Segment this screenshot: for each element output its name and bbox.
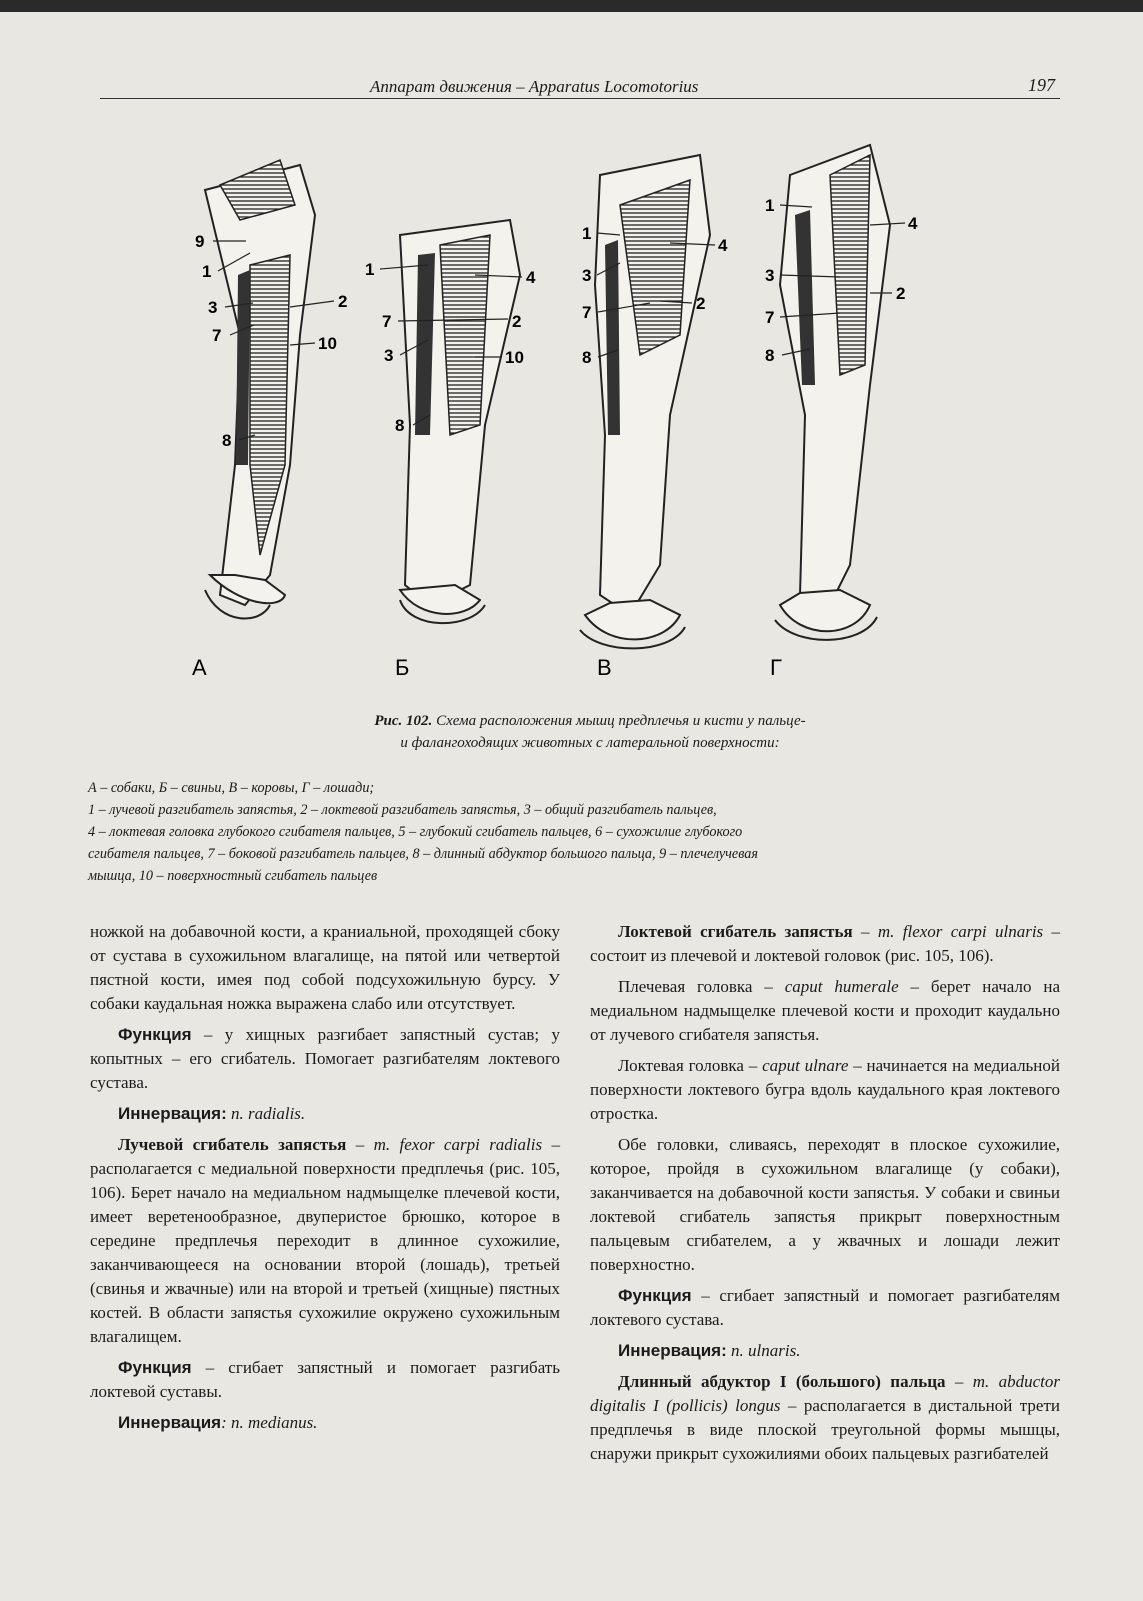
panel-label-b: Б	[395, 655, 410, 680]
label-a-10: 10	[318, 334, 337, 353]
panel-label-c: В	[597, 655, 612, 680]
label-b-7: 7	[382, 312, 392, 331]
muscle-description: – располагается с медиальной поверхности предплечья (рис. 105, 106). Берет начало на медиальном надмыщелке плечевой кости, имеет веретенообразное, двуперистое брюшко, которое в середине предплечья переходит в длинное сухожилие, заканчивающееся на основании второй (лошадь), третьей (свинья и жвачные) или на второй и третьей (хищные) пястных костей. В области запястья сухожилие окружено сухожильным влагалищем.	[90, 1135, 561, 1346]
paragraph: Обе головки, сливаясь, переходят в плоское сухожилие, которое, пройдя в сухожильном влагалище (у собаки), заканчивается на добавочной кости запястья. У собаки и свиньи локтевой сгибатель запястья прикрыт поверхностным пальцевым сгибателем, а у жвачных и лошади лежит поверхностно.	[590, 1135, 1060, 1274]
muscle-description: – состоит из плечевой и локтевой головок (рис. 105, 106).	[590, 922, 1060, 965]
latin-term: caput humerale	[784, 977, 899, 996]
label-c-1: 1	[582, 224, 592, 243]
legend-line: 1 – лучевой разгибатель запястья, 2 – локтевой разгибатель запястья, 3 – общий разгибатель пальцев,	[88, 802, 717, 818]
label-a-1: 1	[202, 262, 212, 281]
label-d-4: 4	[908, 214, 918, 233]
label-c-7: 7	[582, 303, 592, 322]
label-b-8: 8	[395, 416, 405, 435]
function-text: – сгибает запястный и помогает разгибать локтевой суставы.	[90, 1358, 560, 1401]
muscle-description: – располагается в дистальной трети предплечья в виде плоской треугольной формы мышцы, снаружи прикрыт сухожилиями обоих пальцевых разгибателей	[590, 1396, 1060, 1463]
dash: –	[945, 1372, 973, 1391]
innervation-text: : n. medianus.	[221, 1413, 318, 1432]
label-b-1: 1	[365, 260, 375, 279]
innervation-label: Иннервация:	[118, 1104, 227, 1123]
text-run: – берет начало на медиальном надмыщелке плечевой кости и проходит каудально от лучевого сгибателя запястья.	[590, 977, 1061, 1044]
label-a-2: 2	[338, 292, 348, 311]
scan-edge	[0, 0, 1143, 12]
label-a-8: 8	[222, 431, 232, 450]
label-c-4: 4	[718, 236, 728, 255]
function-text: – сгибает запястный и помогает разгибателям локтевого сустава.	[590, 1286, 1060, 1329]
innervation-paragraph	[90, 1102, 560, 1126]
muscle-name: Лучевой сгибатель запястья	[118, 1135, 347, 1154]
legend-line: мышца, 10 – поверхностный сгибатель пальцев	[88, 868, 378, 884]
page-number: 197	[1028, 75, 1055, 95]
innervation-label: Иннервация	[118, 1413, 222, 1432]
panel-label-d: Г	[770, 655, 782, 680]
innervation-paragraph	[90, 1411, 560, 1435]
muscle-name: Длинный абдуктор I (большого) пальца	[618, 1372, 946, 1391]
text-run: Локтевая головка –	[618, 1056, 763, 1075]
function-label: Функция	[118, 1025, 192, 1044]
figure-number: Рис. 102.	[374, 713, 433, 729]
latin-term: caput ulnare	[762, 1056, 849, 1075]
label-d-2: 2	[896, 284, 906, 303]
label-c-3: 3	[582, 266, 592, 285]
function-label: Функция	[618, 1286, 692, 1305]
label-b-10: 10	[505, 348, 524, 367]
muscle-latin: m. fexor carpi radialis	[373, 1135, 543, 1154]
figure-legend	[88, 777, 1063, 887]
innervation-text: n. radialis.	[226, 1104, 306, 1123]
label-b-4: 4	[526, 268, 536, 287]
paragraph	[590, 1054, 1060, 1126]
function-text: – у хищных разгибает запястный сустав; у копытных – его сгибатель. Помогает разгибателям локтевого сустава.	[90, 1025, 560, 1092]
function-paragraph	[590, 1284, 1060, 1332]
label-a-9: 9	[195, 232, 205, 251]
label-d-1: 1	[765, 196, 775, 215]
label-d-8: 8	[765, 346, 775, 365]
label-b-2: 2	[512, 312, 522, 331]
muscle-latin: m. flexor carpi ulnaris	[877, 922, 1044, 941]
caption-line-2: и фалангоходящих животных с латеральной поверхности:	[400, 735, 780, 751]
muscle-paragraph	[590, 1370, 1060, 1466]
anatomy-figure	[150, 135, 1010, 705]
running-title: Аппарат движения – Apparatus Locomotorius	[370, 77, 699, 96]
limb-dog-diagram	[205, 160, 315, 619]
limb-horse-diagram	[775, 145, 890, 640]
label-a-7: 7	[212, 326, 222, 345]
label-c-8: 8	[582, 348, 592, 367]
muscle-paragraph	[90, 1133, 560, 1349]
innervation-text: n. ulnaris.	[726, 1341, 801, 1360]
function-paragraph	[90, 1356, 560, 1404]
muscle-name: Локтевой сгибатель запястья	[618, 922, 853, 941]
limb-cow-diagram	[580, 155, 710, 648]
function-label: Функция	[118, 1358, 192, 1377]
label-b-3: 3	[384, 346, 394, 365]
label-d-3: 3	[765, 266, 775, 285]
paragraph: ножкой на добавочной кости, а краниальной, проходящей сбоку от сустава в сухожильном влагалище, на пятой или четвертой пястной кости, имея под собой подсухожильную бурсу. У собаки каудальная ножка выражена слабо или отсутствует.	[90, 922, 560, 1013]
function-paragraph	[90, 1023, 560, 1095]
innervation-label: Иннервация:	[618, 1341, 727, 1360]
muscle-latin: m. abductor digitalis I (pollicis) longus	[590, 1372, 1060, 1415]
legend-line: А – собаки, Б – свиньи, В – коровы, Г – лошади;	[88, 780, 375, 796]
left-column	[90, 920, 560, 1442]
right-column	[590, 920, 1060, 1473]
panel-label-a: А	[192, 655, 207, 680]
legend-line: сгибателя пальцев, 7 – боковой разгибатель пальцев, 8 – длинный абдуктор большого пальца, 9 – плечелучевая	[88, 846, 758, 862]
label-d-7: 7	[765, 308, 775, 327]
label-a-3: 3	[208, 298, 218, 317]
label-c-2: 2	[696, 294, 706, 313]
dash: –	[346, 1135, 374, 1154]
limb-diagrams	[150, 135, 1010, 705]
legend-line: 4 – локтевая головка глубокого сгибателя пальцев, 5 – глубокий сгибатель пальцев, 6 – сухожилие глубокого	[88, 824, 743, 840]
caption-line-1: Схема расположения мышц предплечья и кисти у пальце-	[436, 713, 806, 729]
figure-caption	[240, 710, 940, 754]
text-run: – начинается на медиальной поверхности локтевого бугра вдоль каудального края локтевого отростка.	[590, 1056, 1060, 1123]
innervation-paragraph	[590, 1339, 1060, 1363]
paragraph	[590, 975, 1060, 1047]
muscle-paragraph	[590, 920, 1060, 968]
text-run: Плечевая головка –	[618, 977, 785, 996]
header-rule	[100, 98, 1060, 99]
dash: –	[852, 922, 878, 941]
